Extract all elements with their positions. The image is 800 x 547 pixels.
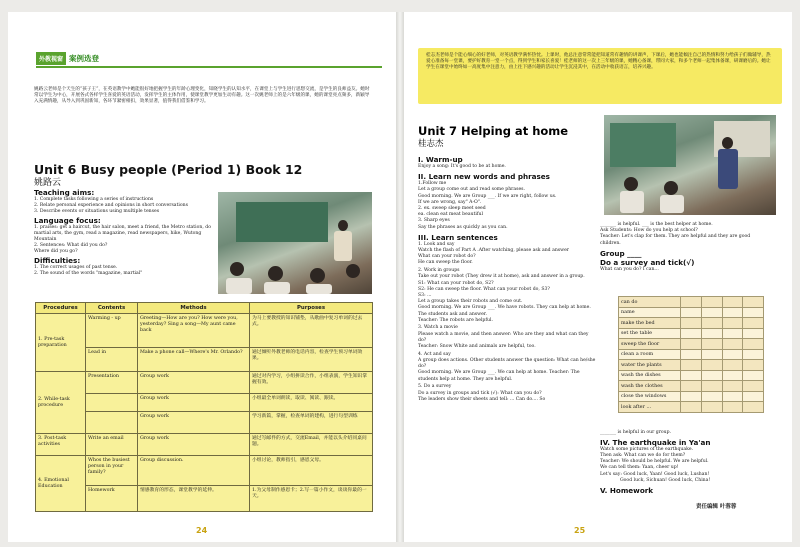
quake-line: Let's say: Good luck, Yaan! Good luck, Lushan!	[600, 471, 710, 477]
author-name: 桂志杰	[418, 139, 444, 149]
sentence-line: Teacher: Snow White and animals are helpful, too.	[418, 344, 536, 350]
table-row	[36, 348, 373, 372]
focus-item: Where did you go?	[34, 249, 78, 255]
table-cell: 通过对内学习，小组拼读合作，小组表演，学生知识掌握有效。	[250, 372, 373, 394]
right-page	[404, 12, 792, 542]
quake-heading: IV. The earthquake in Ya'an	[600, 437, 711, 447]
table-cell: 情感教育的形态，课堂教学的延伸。	[138, 486, 250, 512]
table-row	[36, 394, 373, 412]
lesson-column-2-top	[600, 222, 772, 273]
teaching-aims	[34, 188, 214, 277]
survey-label: can do	[619, 297, 681, 308]
sentence-line: 5. Do a survey	[418, 384, 452, 390]
left-page	[8, 12, 396, 542]
table-cell: 3. Post-task activities	[36, 434, 86, 456]
table-cell: 4. Emotional Education	[36, 456, 86, 512]
learn-heading: II. Learn new words and phrases	[418, 172, 550, 182]
sentence-line: 4. Act and say	[418, 351, 451, 357]
table-row	[36, 434, 373, 456]
table-cell	[86, 412, 138, 434]
aim-item: 3. Describe events or situations using multiple tenses	[34, 209, 160, 215]
table-cell: Group work	[138, 434, 250, 456]
survey-row	[619, 318, 764, 329]
sentence-line: 3. Watch a movie	[418, 325, 458, 331]
helper-line: Ask Students: How do you help at school?	[600, 228, 698, 234]
survey-row	[619, 360, 764, 371]
survey-sheet	[618, 296, 764, 413]
survey-row	[619, 339, 764, 350]
quake-line: Good luck, Sichuan! Good luck, China!	[620, 477, 711, 483]
sentence-line: Please watch a movie, and then answer: Who are they and what can they do?	[418, 331, 589, 343]
table-cell: 通过写邮件的方式，交流Email，并能以头介绍同桌问题。	[250, 434, 373, 456]
table-cell: 1.为父母制作感恩卡；2.写一篇小作文，谈谈你最的一天。	[250, 486, 373, 512]
sentence-line: 1. Look and say	[418, 241, 455, 247]
table-cell: Homework	[86, 486, 138, 512]
table-cell: Group work	[138, 372, 250, 394]
survey-row	[619, 328, 764, 339]
table-cell: 2. While-task procedure	[36, 372, 86, 434]
page-number-left: 24	[196, 526, 208, 535]
survey-row	[619, 391, 764, 402]
lesson-column-1	[418, 155, 596, 403]
editor-signature: 责任编辑 叶蓉蓉	[696, 504, 737, 510]
section-tag: 外教视窗	[36, 52, 66, 65]
sentence-line: Good morning. We are Group ___. We have robots. They can help at home.	[418, 305, 591, 311]
survey-question: What can you do? I can...	[600, 266, 659, 272]
sentence-line: What can your robot do?	[418, 254, 476, 260]
table-cell: Make a phone call—Where's Mr. Orlando?	[138, 348, 250, 372]
survey-label: close the windows	[619, 391, 681, 402]
aim-item: 2. Relate personal experience and opinions in short conversations	[34, 203, 188, 209]
col-header-purposes: Purposes	[250, 303, 373, 314]
sentence-line: S3: ...	[418, 292, 432, 298]
col-header-contents: Contents	[86, 303, 138, 314]
survey-label: set the table	[619, 328, 681, 339]
survey-label: make the bed	[619, 318, 681, 329]
learn-line: Good morning. We are Group ___. If we are right, follow us.	[418, 193, 557, 199]
table-cell: Write an email	[86, 434, 138, 456]
survey-label: wash the dishes	[619, 370, 681, 381]
table-cell: 1. Pre-task preparation	[36, 314, 86, 372]
group-line: Group ____	[600, 248, 642, 258]
sentence-line: He can sweep the floor.	[418, 260, 473, 266]
survey-row	[619, 349, 764, 360]
quake-line: Teacher: We should be helpful. We are helpful.	[600, 459, 709, 465]
lesson-plan-table	[35, 302, 373, 512]
lesson-column-2-bottom	[600, 430, 772, 495]
sentences-heading: III. Learn sentences	[418, 232, 498, 242]
intro-paragraph: 姚路云老师是个天生的“孩子王”，在英语教学中她能很好地把握学生的年龄心理变化，知晓学生的认知水平，在课堂上与学生进行思想交流，是学生的良师益友。她时常以学生为中心，开展各式各样学生喜爱的英语活动，发挥学生的主体作用，使课堂教学更加生动有趣。这一次姚老师上的是六年级的课，她的课堂亮点频多，新颖导入充满情趣，从导入到巩固新知，各环节紧密相扣，效果显著，值得我们借鉴和学习。	[34, 87, 370, 105]
survey-row	[619, 381, 764, 392]
survey-label: clean a room	[619, 349, 681, 360]
survey-row	[619, 307, 764, 318]
sentence-line: Take out your robot (They drew it at home), ask and answer in a group.	[418, 274, 585, 280]
table-cell: Group work	[138, 394, 250, 412]
helper-line: Teacher: Let's clap for them. They are helpful and they are good children.	[600, 234, 751, 246]
sentence-line: Watch the flash of Part A .After watching, please ask and answer	[418, 248, 569, 254]
survey-row	[619, 297, 764, 308]
survey-heading: Do a survey and tick(√)	[600, 257, 695, 267]
sentence-line: The leaders show their sheets and tell: ... Can do.... So	[418, 396, 546, 402]
sentence-line: The students ask and answer.	[418, 311, 487, 317]
table-cell: Warming - up	[86, 314, 138, 348]
table-cell: Group discussion.	[138, 456, 250, 486]
homework-heading: V. Homework	[600, 485, 654, 495]
quake-line: Watch some pictures of the earthquake.	[600, 446, 694, 452]
focus-heading: Language focus:	[34, 215, 101, 225]
aim-item: 1. Complete tasks following a series of instructions	[34, 197, 154, 202]
table-cell: Whos the busiest person in your family?	[86, 456, 138, 486]
learn-line: If we are wrong, say" A-O".	[418, 199, 482, 205]
survey-label: name	[619, 307, 681, 318]
survey-after: _______ is helpful in our group.	[600, 430, 672, 435]
quake-line: Then ask: What can we do for them?	[600, 452, 686, 458]
warmup-heading: I. Warm-up	[418, 155, 463, 164]
table-row	[36, 456, 373, 486]
teacher-intro-box: 桂志杰老师是个能心细心的好老师，对英语教学满怀热忱。上课时，他总注意常常能把知道常有趣情的讲课声，下课后，她也能倾注自己的热情和努力给孩子们做辅导，热爱心准备每一堂课，要护好教育一堂一个点，得到学生和家长喜爱！桂老师的这一次上三年级的课，她精心备课，带同大家，和多个老师一起集体备课，研课磨后的。她让学生在课堂中始终如一高度集中注意力，由上往下感兴趣的活动让学生沉浸其中，在活动中收获语言，培养兴趣。	[418, 48, 782, 104]
sentence-line: S2: He can sweep the floor. What can your robot do, S3?	[418, 286, 550, 292]
sentence-line: Let a group takes their robots and come out.	[418, 299, 523, 305]
learn-line: ea. clean eat meat beautiful	[418, 212, 483, 218]
table-row	[36, 412, 373, 434]
difficulty-item: 2. The sound of the words "magazine, martial"	[34, 270, 143, 276]
table-cell: 小组讨论，教师指引，感恩父母。	[250, 456, 373, 486]
focus-item: 2. Sentences: What did you do?	[34, 243, 108, 249]
unit-title: Unit 7 Helping at home	[418, 124, 569, 138]
header-rule	[36, 66, 382, 68]
sentence-line: S1: What can your robot do, S2?	[418, 280, 494, 286]
learn-line: 1.Follow me	[418, 181, 447, 187]
helper-line: _______ is helpful. ___ is the best helper at home.	[600, 222, 713, 227]
sentence-line: Good morning. We are Group ___. We can help at home. Teacher: The students help at home. They are helpful.	[418, 370, 580, 382]
sentence-line: 2. Work in groups	[418, 268, 460, 274]
learn-line: Say the phrases as quickly as you can.	[418, 224, 508, 230]
table-cell: Group work	[138, 412, 250, 434]
table-cell: 为马上要教授的知识铺垫，从歌曲中复习单词的过去式。	[250, 314, 373, 348]
table-row	[36, 486, 373, 512]
survey-label: water the plants	[619, 360, 681, 371]
aims-heading: Teaching aims:	[34, 188, 95, 197]
author-name: 姚路云	[34, 178, 62, 188]
focus-item: 1. praises: get a haircut, the hair salon, meet a friend, the Metro station, do martial arts, the gym, read a magazine, read newspapers, hike, Wutong Mountain	[34, 224, 211, 243]
learn-line: 3. Sharp eyes	[418, 218, 450, 224]
difficulties-heading: Difficulties:	[34, 255, 81, 265]
page-gutter	[396, 12, 404, 542]
classroom-photo-left	[218, 192, 372, 294]
difficulty-item: 1. The correct usages of past tense.	[34, 264, 118, 270]
table-cell: 学习新篇，掌握，检查单词的建构，进行句型训练	[250, 412, 373, 434]
survey-row	[619, 370, 764, 381]
page-number-right: 25	[574, 526, 586, 535]
quake-line: We can tell them: Yaan, cheer up!	[600, 465, 679, 471]
classroom-photo-right	[604, 115, 776, 215]
learn-line: Let a group come out and read some phrases.	[418, 187, 525, 193]
sentence-line: Teacher: The robots are helpful.	[418, 317, 493, 323]
table-cell: Presentation	[86, 372, 138, 394]
col-header-methods: Methods	[138, 303, 250, 314]
table-row	[36, 314, 373, 348]
table-cell: 通过倾听外教老师的电话内容，检查学生预习单词效果。	[250, 348, 373, 372]
table-cell: Lead in	[86, 348, 138, 372]
learn-line: 2. ex. sweep sleep meet seed	[418, 206, 486, 212]
sentence-line: A group does actions. Other students answer the question: What can he/she do?	[418, 357, 596, 370]
col-header-procedures: Procedures	[36, 303, 86, 314]
survey-label: wash the clothes	[619, 381, 681, 392]
sentence-line: Do a survey in groups and tick (√): What can you do?	[418, 390, 542, 396]
unit-title: Unit 6 Busy people (Period 1) Book 12	[34, 162, 303, 177]
table-cell: Greeting—How are you? How were you, yesterday? Sing a song—My aunt came back	[138, 314, 250, 348]
survey-label: look after ...	[619, 402, 681, 413]
table-row	[36, 372, 373, 394]
warmup-text: Enjoy a song: It's good to be at home.	[418, 164, 506, 169]
section-title: 案例选登	[69, 53, 100, 63]
table-cell: 小组最全单词朗读，取读、阅读、跟读。	[250, 394, 373, 412]
section-header	[36, 52, 99, 64]
survey-label: sweep the floor	[619, 339, 681, 350]
table-cell	[86, 394, 138, 412]
survey-row	[619, 402, 764, 413]
